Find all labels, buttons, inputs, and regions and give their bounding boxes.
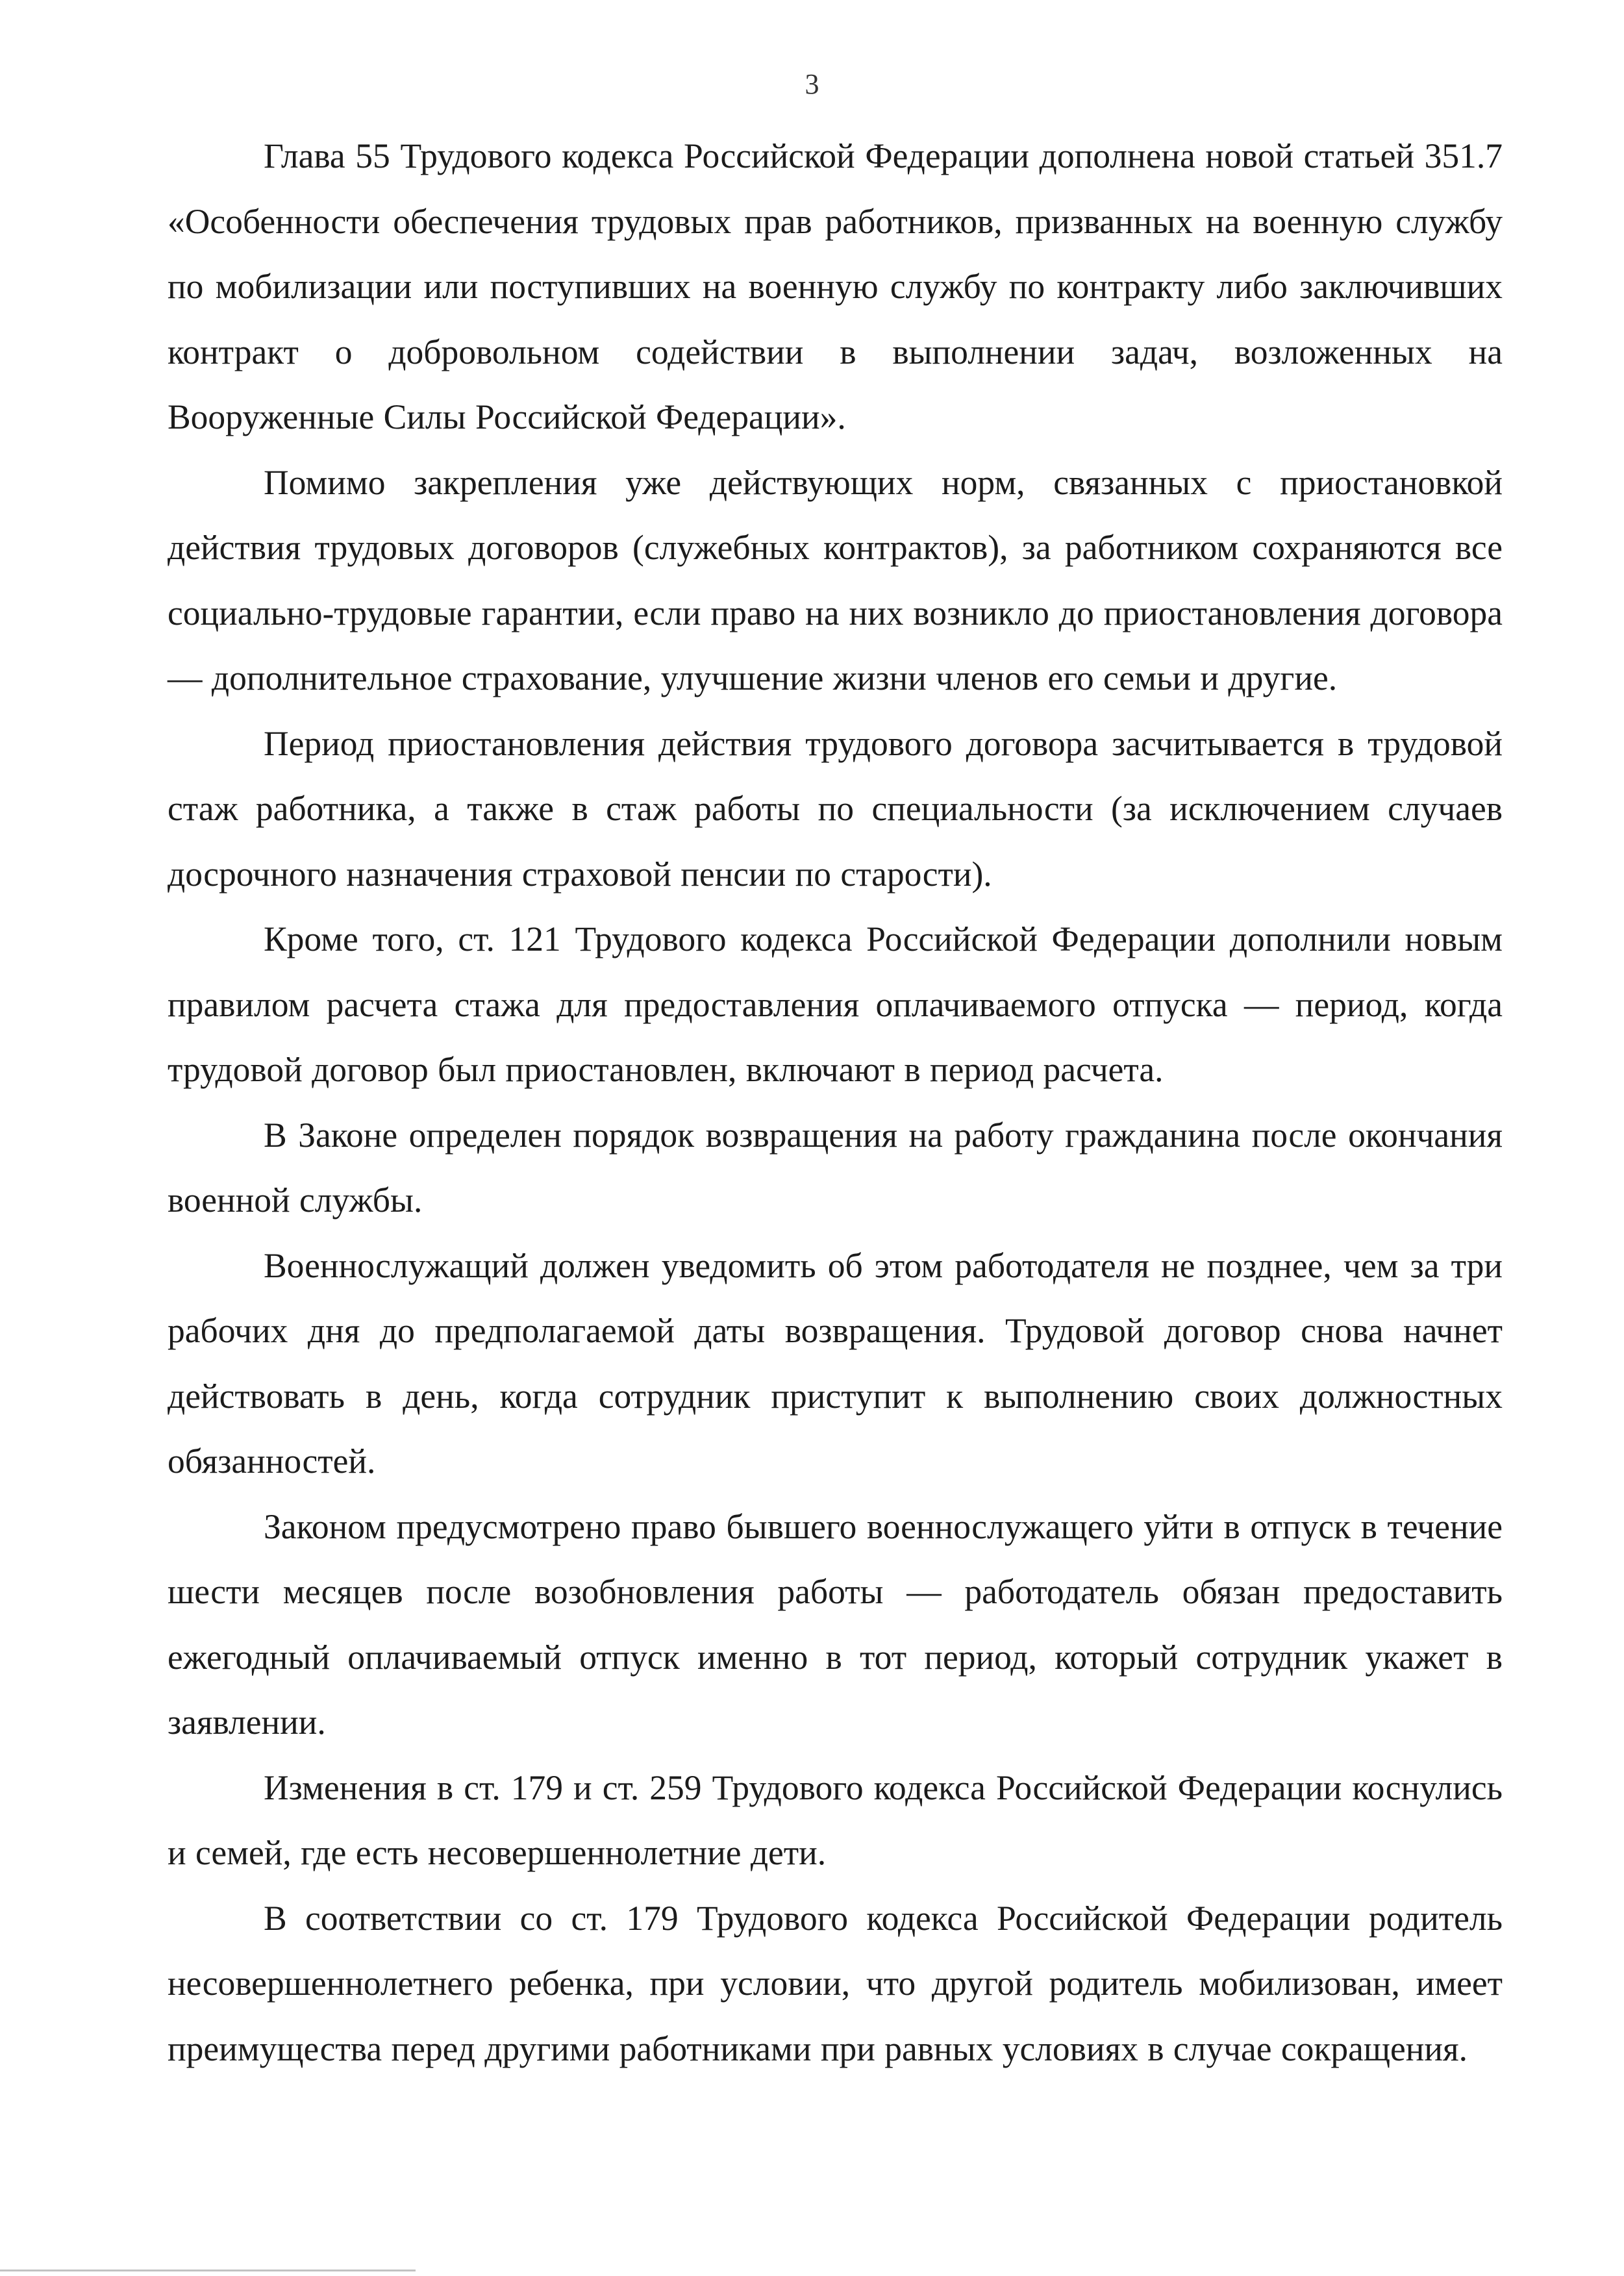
- page-number: 3: [805, 68, 819, 100]
- document-body: [168, 123, 1503, 2081]
- paragraph-article-179-priority: В соответствии со ст. 179 Трудового кодекса Российской Федерации родитель несовершеннолетнего ребенка, при условии, что другой родитель мобилизован, имеет преимущества перед другими работниками при равных условиях в случае сокращения.: [168, 1898, 1503, 2068]
- scan-edge-divider: [0, 2270, 416, 2271]
- paragraph-employer-notice: Военнослужащий должен уведомить об этом работодателя не позднее, чем за три рабочих дня до предполагаемой даты возвращения. Трудовой договор снова начнет действовать в день, когда сотрудник приступит к выполнению своих должностных обязанностей.: [168, 1245, 1503, 1481]
- paragraph-return-procedure: В Законе определен порядок возвращения на работу гражданина после окончания военной службы.: [168, 1115, 1503, 1219]
- paragraph-article-121: Кроме того, ст. 121 Трудового кодекса Российской Федерации дополнили новым правилом расчета стажа для предоставления оплачиваемого отпуска — период, когда трудовой договор был приостановлен, включают в период расчета.: [168, 919, 1503, 1089]
- paragraph-chapter-55-amendment: Глава 55 Трудового кодекса Российской Федерации дополнена новой статьей 351.7 «Особенности обеспечения трудовых прав работников, призванных на военную службу по мобилизации или поступивших на военную службу по контракту либо заключивших контракт о добровольном содействии в выполнении задач, возложенных на Вооруженные Силы Российской Федерации».: [168, 136, 1503, 436]
- paragraph-work-experience: Период приостановления действия трудового договора засчитывается в трудовой стаж работника, а также в стаж работы по специальности (за исключением случаев досрочного назначения страховой пенсии по старости).: [168, 723, 1503, 894]
- paragraph-social-guarantees: Помимо закрепления уже действующих норм, связанных с приостановкой действия трудовых договоров (служебных контрактов), за работником сохраняются все социально-трудовые гарантии, если право на них возникло до приостановления договора — дополнительное страхование, улучшение жизни членов его семьи и другие.: [168, 462, 1503, 697]
- paragraph-vacation-right: Законом предусмотрено право бывшего военнослужащего уйти в отпуск в течение шести месяцев после возобновления работы — работодатель обязан предоставить ежегодный оплачиваемый отпуск именно в тот период, который сотрудник укажет в заявлении.: [168, 1507, 1503, 1742]
- paragraph-articles-179-259: Изменения в ст. 179 и ст. 259 Трудового кодекса Российской Федерации коснулись и семей, где есть несовершеннолетние дети.: [168, 1768, 1503, 1872]
